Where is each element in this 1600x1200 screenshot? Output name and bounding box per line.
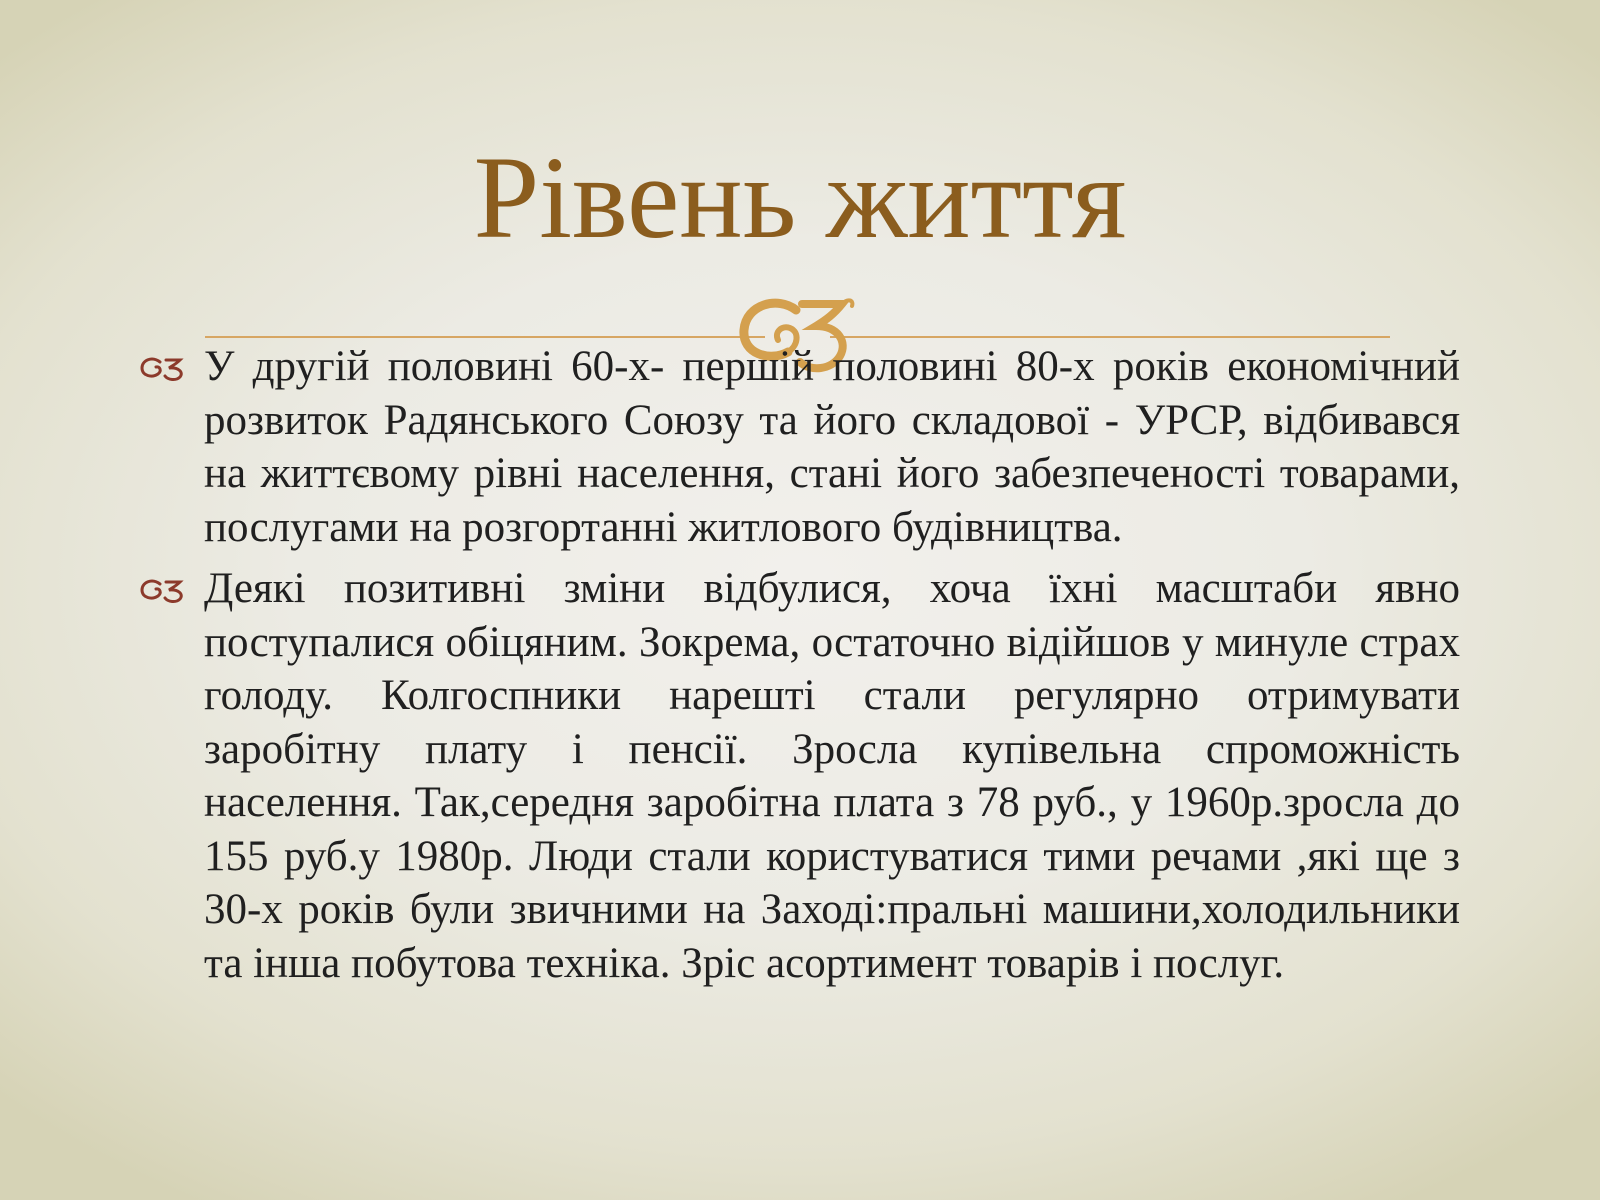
bullet-paragraph: [140, 340, 1460, 554]
divider-line-right: [830, 336, 1390, 338]
content-body: [140, 340, 1460, 998]
bullet-paragraph: [140, 562, 1460, 990]
slide-title: Рівень життя: [473, 132, 1127, 263]
curl-bullet-icon: [140, 576, 188, 604]
divider-line-left: [205, 336, 765, 338]
curl-bullet-icon: [140, 354, 188, 382]
paragraph-text: Деякі позитивні зміни відбулися, хоча їхні масштаби явно поступалися обіцяним. Зокрема, остаточно відійшов у минуле страх голоду. Колгоспники нарешті стали регулярно отримувати заробітну плату і пенсії. Зросла купівельна спроможність населення. Так,середня заробітна плата з 78 руб., у 1960р.зросла до 155 руб.у 1980р. Люди стали користуватися тими речами ,які ще з 30-х років були звичними на Заході:пральні машини,холодильники та інша побутова техніка. Зріс асортимент товарів і послуг.: [204, 565, 1460, 987]
paragraph-text: У другій половині 60-х- першій половині 80-х років економічний розвиток Радянського Союзу та його складової - УРСР, відбивався на життєвому рівні населення, стані його забезпеченості товарами, послугами на розгортанні житлового будівництва.: [204, 343, 1460, 551]
